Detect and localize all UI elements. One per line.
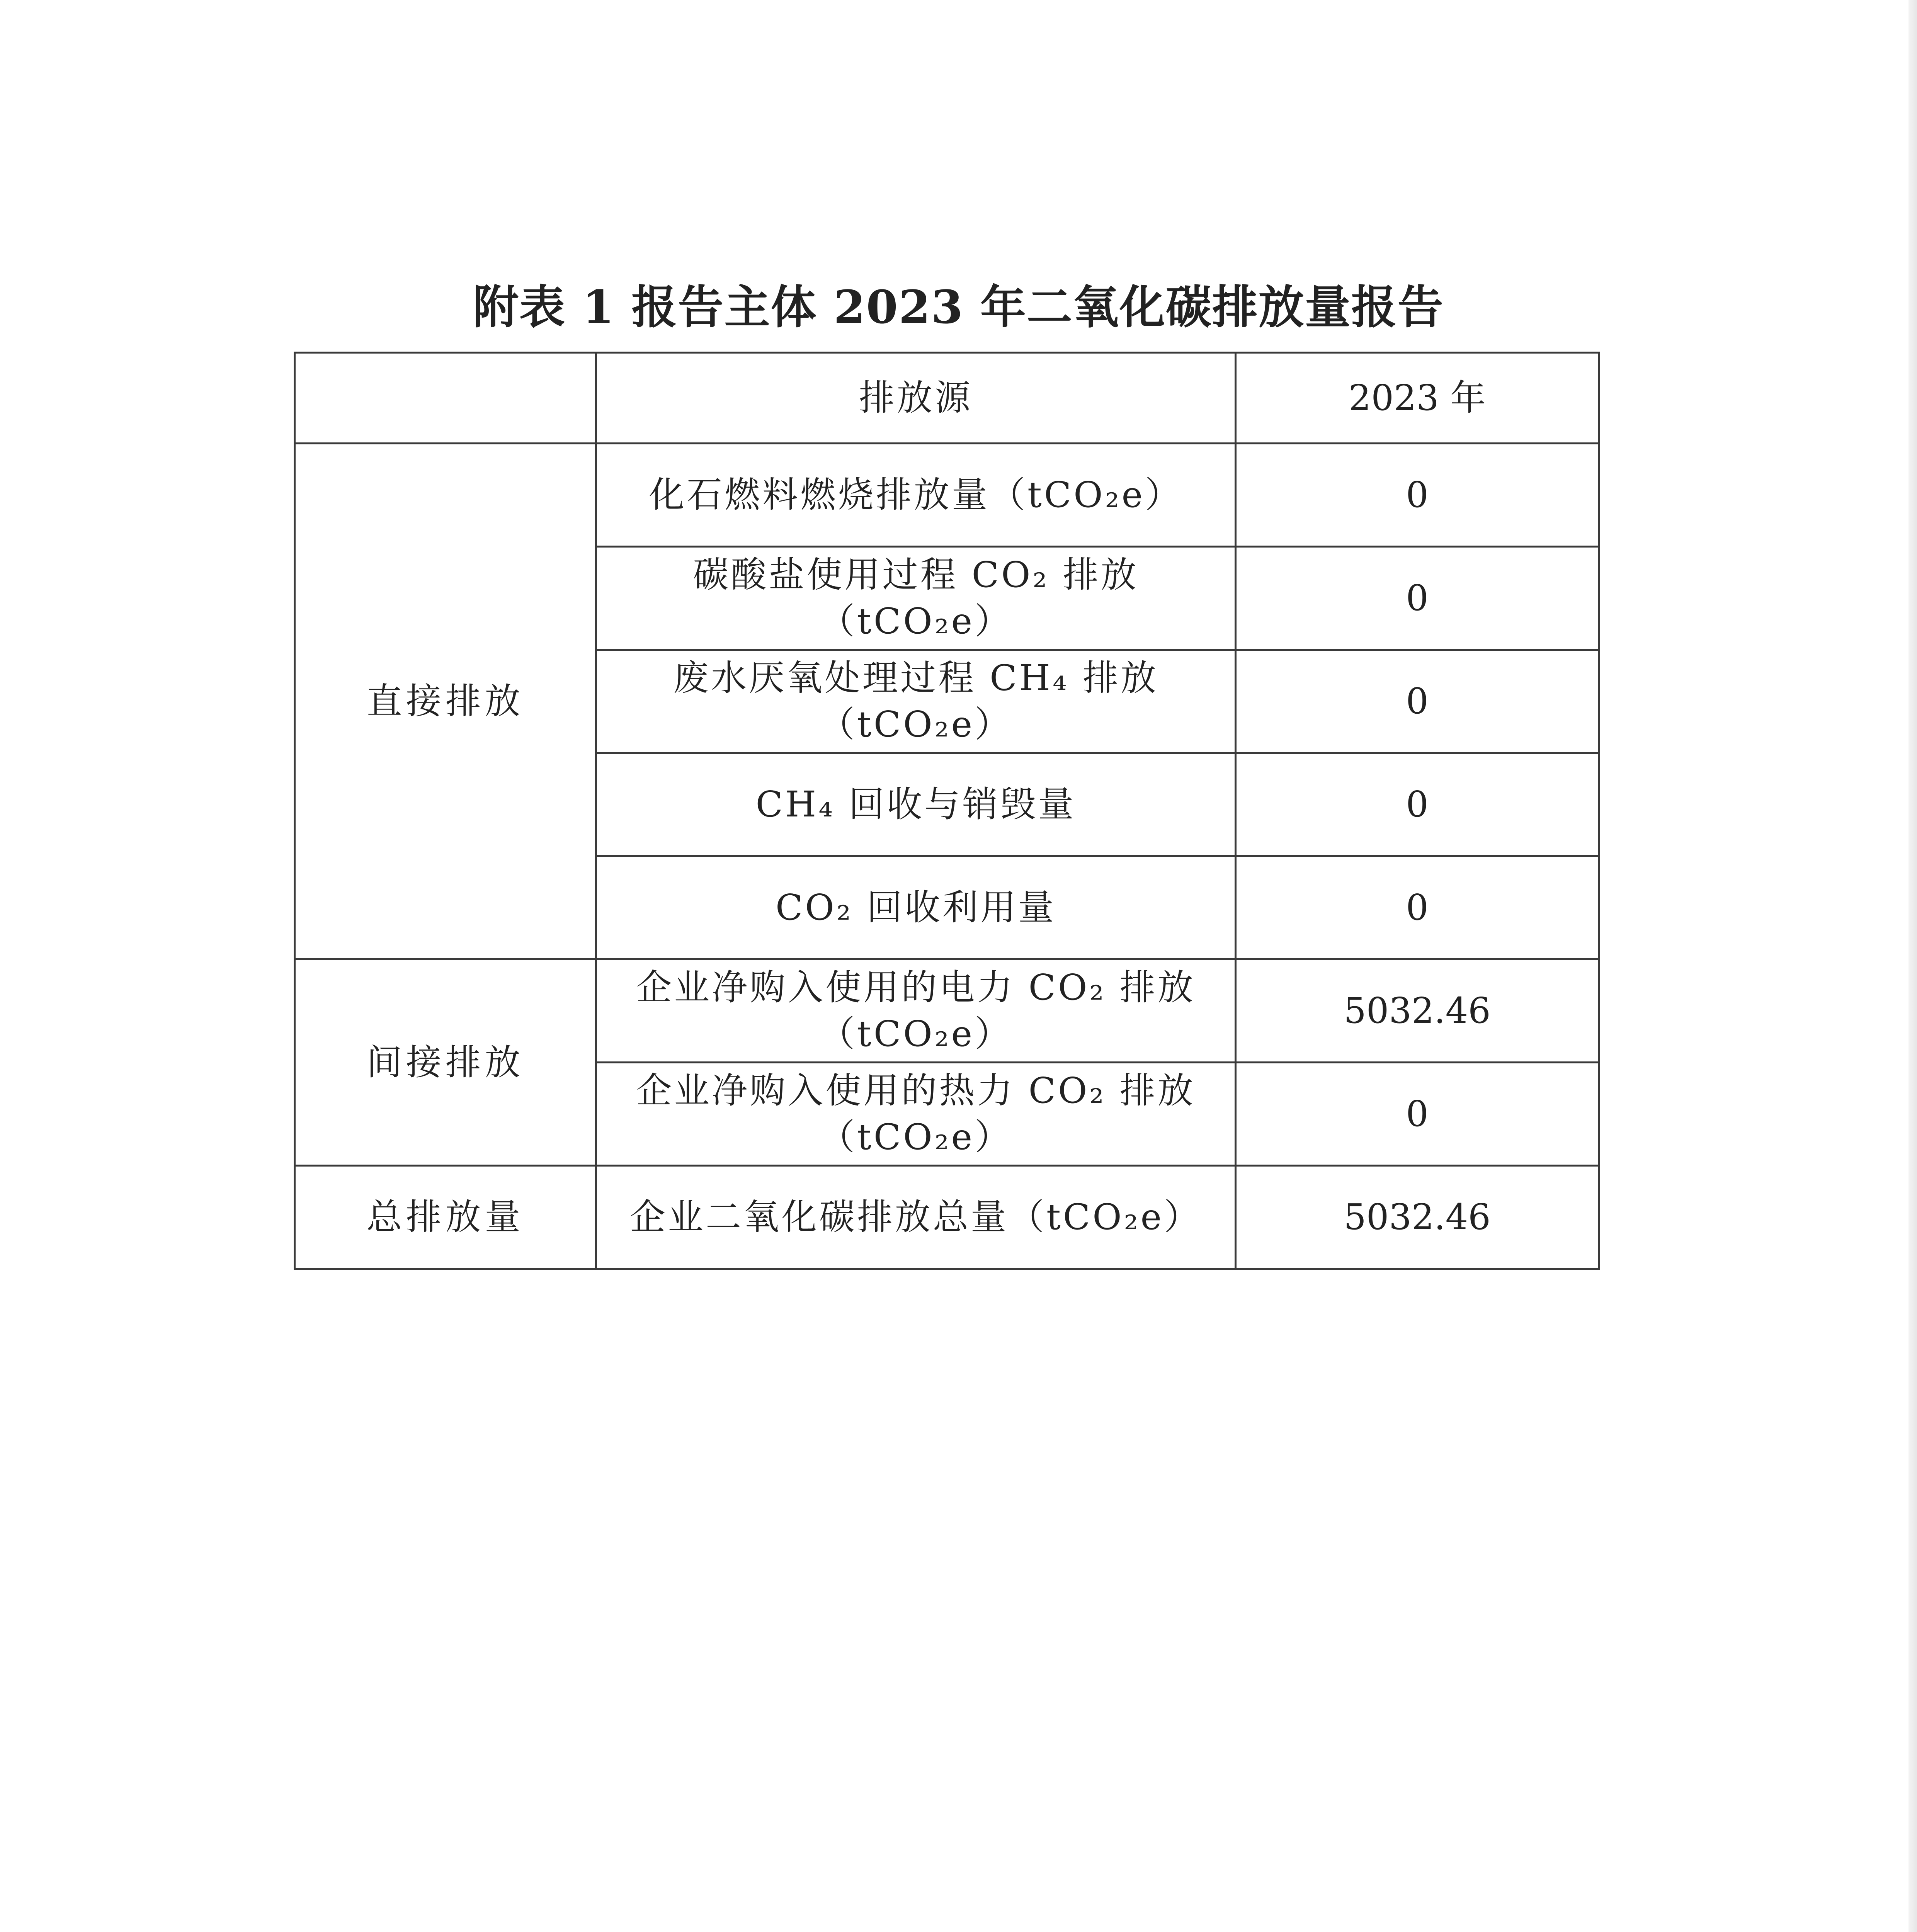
value-cell: 0 bbox=[1236, 856, 1599, 959]
source-cell: 企业二氧化碳排放总量（tCO₂e） bbox=[596, 1166, 1236, 1269]
source-cell: CH₄ 回收与销毁量 bbox=[596, 753, 1236, 856]
indirect-emission-category: 间接排放 bbox=[295, 959, 596, 1166]
total-row bbox=[295, 1166, 1599, 1269]
table-row bbox=[295, 959, 1599, 1063]
value-cell: 0 bbox=[1236, 650, 1599, 753]
source-cell: 化石燃料燃烧排放量（tCO₂e） bbox=[596, 444, 1236, 547]
table-row bbox=[295, 444, 1599, 547]
value-cell: 0 bbox=[1236, 753, 1599, 856]
direct-emission-category: 直接排放 bbox=[295, 444, 596, 959]
source-cell: CO₂ 回收利用量 bbox=[596, 856, 1236, 959]
value-cell: 0 bbox=[1236, 547, 1599, 650]
source-cell: 碳酸盐使用过程 CO₂ 排放（tCO₂e） bbox=[596, 547, 1236, 650]
source-cell: 废水厌氧处理过程 CH₄ 排放（tCO₂e） bbox=[596, 650, 1236, 753]
total-emission-category: 总排放量 bbox=[295, 1166, 596, 1269]
header-source-cell: 排放源 bbox=[596, 353, 1236, 444]
header-year-cell: 2023 年 bbox=[1236, 353, 1599, 444]
source-cell: 企业净购入使用的电力 CO₂ 排放（tCO₂e） bbox=[596, 959, 1236, 1063]
value-cell: 5032.46 bbox=[1236, 959, 1599, 1063]
source-cell: 企业净购入使用的热力 CO₂ 排放（tCO₂e） bbox=[596, 1063, 1236, 1166]
total-value-cell: 5032.46 bbox=[1236, 1166, 1599, 1269]
document-title: 附表 1 报告主体 2023 年二氧化碳排放量报告 bbox=[473, 280, 1444, 334]
value-cell: 0 bbox=[1236, 1063, 1599, 1166]
value-cell: 0 bbox=[1236, 444, 1599, 547]
table-header-row bbox=[295, 353, 1599, 444]
header-category-cell bbox=[295, 353, 596, 444]
emissions-table bbox=[294, 352, 1600, 1270]
